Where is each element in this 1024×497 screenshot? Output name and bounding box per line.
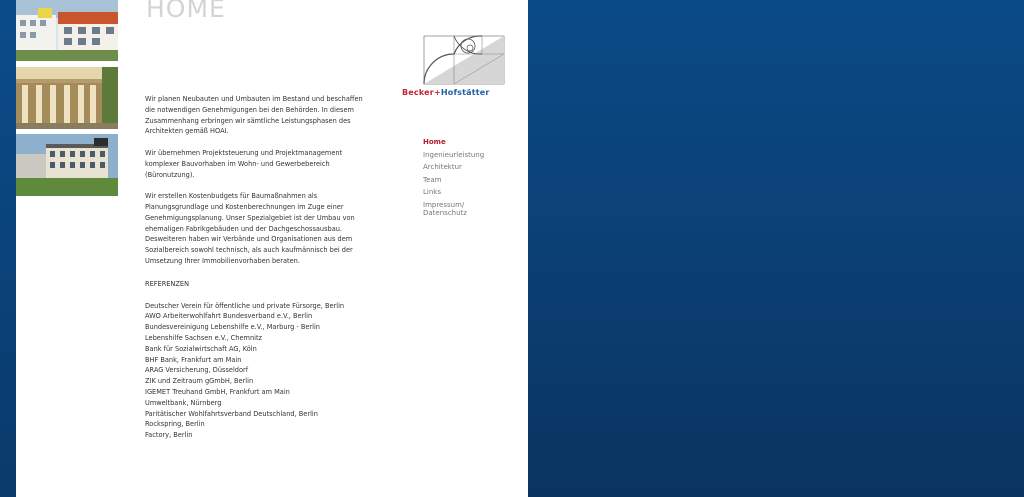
reference-item: Bank für Sozialwirtschaft AG, Köln — [145, 344, 257, 353]
reference-item: ARAG Versicherung, Düsseldorf — [145, 366, 249, 375]
nav-item-architektur[interactable]: Architektur — [423, 163, 462, 172]
main-navigation — [423, 138, 513, 222]
intro-paragraph-2: Wir übernehmen Projektsteuerung und Projektmanagement komplexer Bauvorhaben im Wohn- und Gewerbebereich (Büronutzung). — [145, 148, 343, 179]
page-title: HOME — [146, 0, 226, 23]
logo-name-part1: Becker — [402, 88, 434, 97]
building-photo-apartment-block — [16, 134, 118, 196]
intro-paragraph-1: Wir planen Neubauten und Umbauten im Bestand und beschaffen die notwendigen Genehmigungen bei den Behörden. In diesem Zusammenhang erbringen wir sämtliche Leistungsphasen des Architekten gemäß HOAI. — [145, 95, 363, 136]
reference-item: Bundesvereinigung Lebenshilfe e.V., Marburg - Berlin — [145, 323, 320, 332]
intro-paragraph-3: Wir erstellen Kostenbudgets für Baumaßnahmen als Planungsgrundlage und Kostenberechnungen im Zuge einer Genehmigungsplanung. Unser Spezialgebiet ist der Umbau von ehemaligen Fabrikgebäuden und der Dachgeschossausbau. Desweiteren haben wir Verbände und Organisationen aus dem Sozialbereich sowohl technisch, als auch kaufmännisch bei der Umsetzung Ihrer Immobilienvorhaben beraten. — [145, 192, 355, 265]
reference-item: IGEMET Treuhand GmbH, Frankfurt am Main — [145, 387, 290, 396]
reference-item: BHF Bank, Frankfurt am Main — [145, 355, 242, 364]
nav-item-team[interactable]: Team — [423, 175, 442, 184]
logo-separator: + — [433, 88, 441, 97]
nav-item-impressum[interactable] — [423, 201, 513, 218]
nav-item-links[interactable]: Links — [423, 188, 441, 197]
left-background-strip — [0, 0, 16, 497]
nav-item-impressum-line1: Impressum/ — [423, 200, 465, 209]
nav-item-impressum-line2: Datenschutz — [423, 209, 467, 218]
reference-item: Paritätischer Wohlfahrtsverband Deutschland, Berlin — [145, 409, 318, 418]
references-list — [145, 301, 363, 441]
page-content-panel — [16, 0, 528, 497]
building-photo-modern-house — [16, 0, 118, 61]
reference-item: Factory, Berlin — [145, 431, 193, 440]
building-photo-colonnade — [16, 67, 118, 129]
reference-item: Lebenshilfe Sachsen e.V., Chemnitz — [145, 333, 263, 342]
reference-item: ZIK und Zeitraum gGmbH, Berlin — [145, 377, 254, 386]
reference-item: AWO Arbeiterwohlfahrt Bundesverband e.V., Berlin — [145, 312, 313, 321]
company-logo-text[interactable] — [402, 88, 512, 97]
references-heading: REFERENZEN — [145, 279, 190, 288]
reference-item: Umweltbank, Nürnberg — [145, 398, 222, 407]
nav-item-home[interactable]: Home — [423, 138, 446, 146]
reference-item: Deutscher Verein für öffentliche und private Fürsorge, Berlin — [145, 301, 345, 310]
nav-item-ingenieurleistung[interactable]: Ingenieurleistung — [423, 150, 485, 159]
reference-item: Rockspring, Berlin — [145, 420, 205, 429]
logo-name-part2: Hofstätter — [440, 88, 490, 97]
main-content — [145, 94, 363, 441]
